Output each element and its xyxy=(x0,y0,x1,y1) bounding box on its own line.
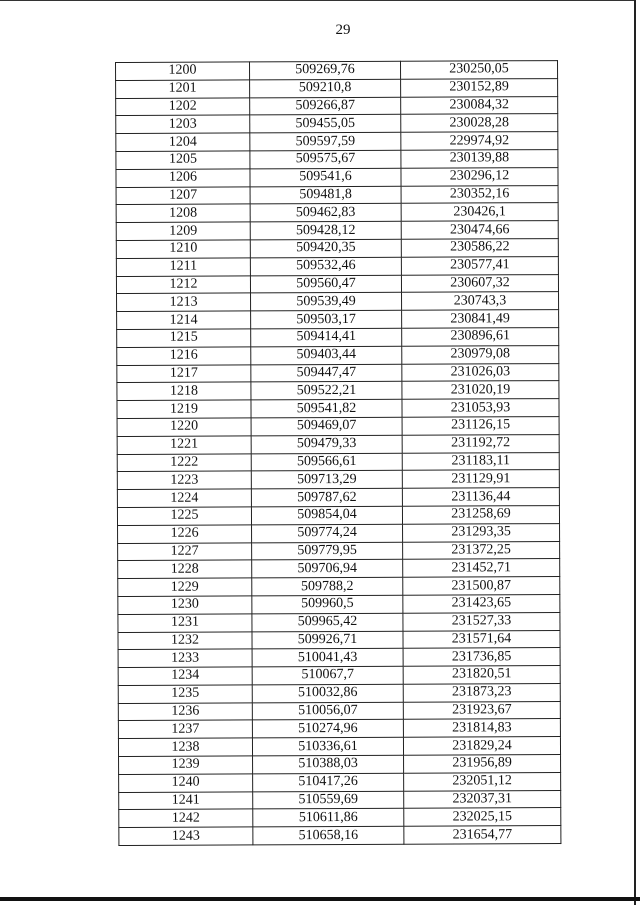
coordinates-table xyxy=(115,60,561,846)
point-number-cell: 1214 xyxy=(117,311,251,329)
table-row xyxy=(119,808,561,828)
point-number-cell: 1225 xyxy=(117,507,251,525)
point-number-cell: 1205 xyxy=(116,151,250,169)
x-coordinate-cell: 509266,87 xyxy=(250,97,401,115)
page-border-right xyxy=(634,0,636,905)
point-number-cell: 1223 xyxy=(117,471,251,489)
table-row xyxy=(118,683,560,703)
point-number-cell: 1203 xyxy=(116,115,250,133)
table-row xyxy=(117,505,559,525)
table-row xyxy=(116,78,558,98)
point-number-cell: 1204 xyxy=(116,133,250,151)
x-coordinate-cell: 509854,04 xyxy=(251,506,402,524)
table-row xyxy=(116,96,558,116)
table-row xyxy=(118,701,560,721)
x-coordinate-cell: 509541,6 xyxy=(250,168,401,186)
table-row xyxy=(117,310,559,330)
table-row xyxy=(117,470,559,490)
table-row xyxy=(118,541,560,561)
point-number-cell: 1224 xyxy=(117,489,251,507)
x-coordinate-cell: 509462,83 xyxy=(250,204,401,222)
point-number-cell: 1235 xyxy=(118,685,252,703)
x-coordinate-cell: 509503,17 xyxy=(251,310,402,328)
x-coordinate-cell: 510336,61 xyxy=(252,738,403,756)
point-number-cell: 1218 xyxy=(117,382,251,400)
y-coordinate-cell: 231527,33 xyxy=(403,612,560,630)
table-row xyxy=(116,167,558,187)
page-border-bottom xyxy=(0,897,640,901)
x-coordinate-cell: 509926,71 xyxy=(252,631,403,649)
table-row xyxy=(118,523,560,543)
table-row xyxy=(118,559,560,579)
y-coordinate-cell: 232037,31 xyxy=(404,790,561,808)
x-coordinate-cell: 509541,82 xyxy=(251,399,402,417)
y-coordinate-cell: 231258,69 xyxy=(402,505,559,523)
y-coordinate-cell: 230577,41 xyxy=(401,256,558,274)
y-coordinate-cell: 230426,1 xyxy=(401,203,558,221)
table-row xyxy=(117,417,559,437)
table-row xyxy=(119,826,561,846)
x-coordinate-cell: 509403,44 xyxy=(251,346,402,364)
y-coordinate-cell: 231923,67 xyxy=(403,701,560,719)
table-row xyxy=(118,577,560,597)
y-coordinate-cell: 231814,83 xyxy=(403,719,560,737)
y-coordinate-cell: 231820,51 xyxy=(403,666,560,684)
table-row xyxy=(116,239,558,259)
y-coordinate-cell: 230152,89 xyxy=(401,78,558,96)
point-number-cell: 1215 xyxy=(117,329,251,347)
x-coordinate-cell: 509575,67 xyxy=(250,150,401,168)
x-coordinate-cell: 509455,05 xyxy=(250,115,401,133)
x-coordinate-cell: 509414,41 xyxy=(251,328,402,346)
x-coordinate-cell: 510067,7 xyxy=(252,666,403,684)
y-coordinate-cell: 230586,22 xyxy=(401,239,558,257)
table-row xyxy=(116,61,558,81)
y-coordinate-cell: 232025,15 xyxy=(404,808,561,826)
point-number-cell: 1212 xyxy=(116,275,250,293)
page-border-top xyxy=(0,0,634,1)
x-coordinate-cell: 509428,12 xyxy=(250,221,401,239)
x-coordinate-cell: 509960,5 xyxy=(252,595,403,613)
table-row xyxy=(118,648,560,668)
table-row xyxy=(118,719,560,739)
point-number-cell: 1219 xyxy=(117,400,251,418)
y-coordinate-cell: 231452,71 xyxy=(403,559,560,577)
y-coordinate-cell: 231571,64 xyxy=(403,630,560,648)
y-coordinate-cell: 231020,19 xyxy=(402,381,559,399)
table-row xyxy=(117,434,559,454)
table-row xyxy=(117,452,559,472)
y-coordinate-cell: 231372,25 xyxy=(403,541,560,559)
point-number-cell: 1217 xyxy=(117,364,251,382)
x-coordinate-cell: 509560,47 xyxy=(250,275,401,293)
table-row xyxy=(116,203,558,223)
table-row xyxy=(116,256,558,276)
point-number-cell: 1208 xyxy=(116,204,250,222)
x-coordinate-cell: 510032,86 xyxy=(252,684,403,702)
x-coordinate-cell: 509788,2 xyxy=(252,577,403,595)
table-row xyxy=(117,363,559,383)
table-row xyxy=(118,612,560,632)
y-coordinate-cell: 230084,32 xyxy=(401,96,558,114)
x-coordinate-cell: 509532,46 xyxy=(250,257,401,275)
point-number-cell: 1243 xyxy=(119,827,253,845)
x-coordinate-cell: 509210,8 xyxy=(250,79,401,97)
y-coordinate-cell: 230607,32 xyxy=(401,274,558,292)
table-row xyxy=(116,114,558,134)
point-number-cell: 1234 xyxy=(118,667,252,685)
y-coordinate-cell: 231026,03 xyxy=(402,363,559,381)
x-coordinate-cell: 509479,33 xyxy=(251,435,402,453)
x-coordinate-cell: 510274,96 xyxy=(252,720,403,738)
table-row xyxy=(116,221,558,241)
point-number-cell: 1226 xyxy=(118,525,252,543)
y-coordinate-cell: 230896,61 xyxy=(402,328,559,346)
point-number-cell: 1211 xyxy=(116,258,250,276)
x-coordinate-cell: 510041,43 xyxy=(252,649,403,667)
y-coordinate-cell: 231293,35 xyxy=(403,523,560,541)
y-coordinate-cell: 230139,88 xyxy=(401,150,558,168)
point-number-cell: 1230 xyxy=(118,596,252,614)
point-number-cell: 1233 xyxy=(118,649,252,667)
point-number-cell: 1220 xyxy=(117,418,251,436)
x-coordinate-cell: 510388,03 xyxy=(253,755,404,773)
x-coordinate-cell: 510417,26 xyxy=(253,773,404,791)
table-row xyxy=(119,772,561,792)
x-coordinate-cell: 510658,16 xyxy=(253,827,404,845)
y-coordinate-cell: 230028,28 xyxy=(401,114,558,132)
point-number-cell: 1227 xyxy=(118,542,252,560)
table-row xyxy=(117,381,559,401)
x-coordinate-cell: 509447,47 xyxy=(251,364,402,382)
x-coordinate-cell: 509481,8 xyxy=(250,186,401,204)
point-number-cell: 1239 xyxy=(119,756,253,774)
y-coordinate-cell: 231183,11 xyxy=(402,452,559,470)
point-number-cell: 1242 xyxy=(119,809,253,827)
x-coordinate-cell: 509713,29 xyxy=(251,471,402,489)
y-coordinate-cell: 231873,23 xyxy=(403,683,560,701)
y-coordinate-cell: 230474,66 xyxy=(401,221,558,239)
table-row xyxy=(117,292,559,312)
x-coordinate-cell: 509522,21 xyxy=(251,382,402,400)
point-number-cell: 1213 xyxy=(117,293,251,311)
table-row xyxy=(117,328,559,348)
point-number-cell: 1238 xyxy=(118,738,252,756)
point-number-cell: 1207 xyxy=(116,186,250,204)
point-number-cell: 1229 xyxy=(118,578,252,596)
y-coordinate-cell: 231500,87 xyxy=(403,577,560,595)
point-number-cell: 1210 xyxy=(116,240,250,258)
point-number-cell: 1240 xyxy=(119,774,253,792)
table-row xyxy=(117,488,559,508)
point-number-cell: 1231 xyxy=(118,614,252,632)
point-number-cell: 1237 xyxy=(118,720,252,738)
table-row xyxy=(118,594,560,614)
x-coordinate-cell: 509597,59 xyxy=(250,132,401,150)
table-row xyxy=(118,630,560,650)
y-coordinate-cell: 230250,05 xyxy=(400,61,557,79)
point-number-cell: 1200 xyxy=(116,62,250,80)
table-row xyxy=(119,790,561,810)
x-coordinate-cell: 509566,61 xyxy=(251,453,402,471)
point-number-cell: 1221 xyxy=(117,436,251,454)
point-number-cell: 1228 xyxy=(118,560,252,578)
table-row xyxy=(118,737,560,757)
coordinates-table-body xyxy=(116,61,561,846)
point-number-cell: 1236 xyxy=(118,703,252,721)
point-number-cell: 1232 xyxy=(118,631,252,649)
x-coordinate-cell: 509539,49 xyxy=(251,293,402,311)
y-coordinate-cell: 232051,12 xyxy=(404,772,561,790)
y-coordinate-cell: 231126,15 xyxy=(402,417,559,435)
table-row xyxy=(116,132,558,152)
x-coordinate-cell: 509706,94 xyxy=(252,560,403,578)
y-coordinate-cell: 230296,12 xyxy=(401,167,558,185)
table-row xyxy=(119,755,561,775)
x-coordinate-cell: 510611,86 xyxy=(253,809,404,827)
y-coordinate-cell: 230352,16 xyxy=(401,185,558,203)
page-number: 29 xyxy=(335,22,351,38)
point-number-cell: 1202 xyxy=(116,98,250,116)
y-coordinate-cell: 230743,3 xyxy=(402,292,559,310)
x-coordinate-cell: 509469,07 xyxy=(251,417,402,435)
y-coordinate-cell: 231829,24 xyxy=(403,737,560,755)
table-row xyxy=(116,185,558,205)
y-coordinate-cell: 231956,89 xyxy=(404,755,561,773)
point-number-cell: 1209 xyxy=(116,222,250,240)
table-row xyxy=(117,345,559,365)
x-coordinate-cell: 509420,35 xyxy=(250,239,401,257)
x-coordinate-cell: 509779,95 xyxy=(252,542,403,560)
y-coordinate-cell: 231192,72 xyxy=(402,434,559,452)
point-number-cell: 1206 xyxy=(116,169,250,187)
x-coordinate-cell: 509787,62 xyxy=(251,488,402,506)
x-coordinate-cell: 510056,07 xyxy=(252,702,403,720)
point-number-cell: 1201 xyxy=(116,80,250,98)
point-number-cell: 1241 xyxy=(119,792,253,810)
table-row xyxy=(116,150,558,170)
x-coordinate-cell: 509774,24 xyxy=(252,524,403,542)
table-row xyxy=(118,666,560,686)
x-coordinate-cell: 509965,42 xyxy=(252,613,403,631)
x-coordinate-cell: 510559,69 xyxy=(253,791,404,809)
y-coordinate-cell: 231136,44 xyxy=(402,488,559,506)
y-coordinate-cell: 230979,08 xyxy=(402,345,559,363)
table-row xyxy=(116,274,558,294)
y-coordinate-cell: 231053,93 xyxy=(402,399,559,417)
y-coordinate-cell: 231654,77 xyxy=(404,826,561,844)
table-row xyxy=(117,399,559,419)
y-coordinate-cell: 231129,91 xyxy=(402,470,559,488)
y-coordinate-cell: 231736,85 xyxy=(403,648,560,666)
y-coordinate-cell: 229974,92 xyxy=(401,132,558,150)
point-number-cell: 1216 xyxy=(117,347,251,365)
x-coordinate-cell: 509269,76 xyxy=(250,61,401,79)
y-coordinate-cell: 230841,49 xyxy=(402,310,559,328)
y-coordinate-cell: 231423,65 xyxy=(403,594,560,612)
point-number-cell: 1222 xyxy=(117,453,251,471)
